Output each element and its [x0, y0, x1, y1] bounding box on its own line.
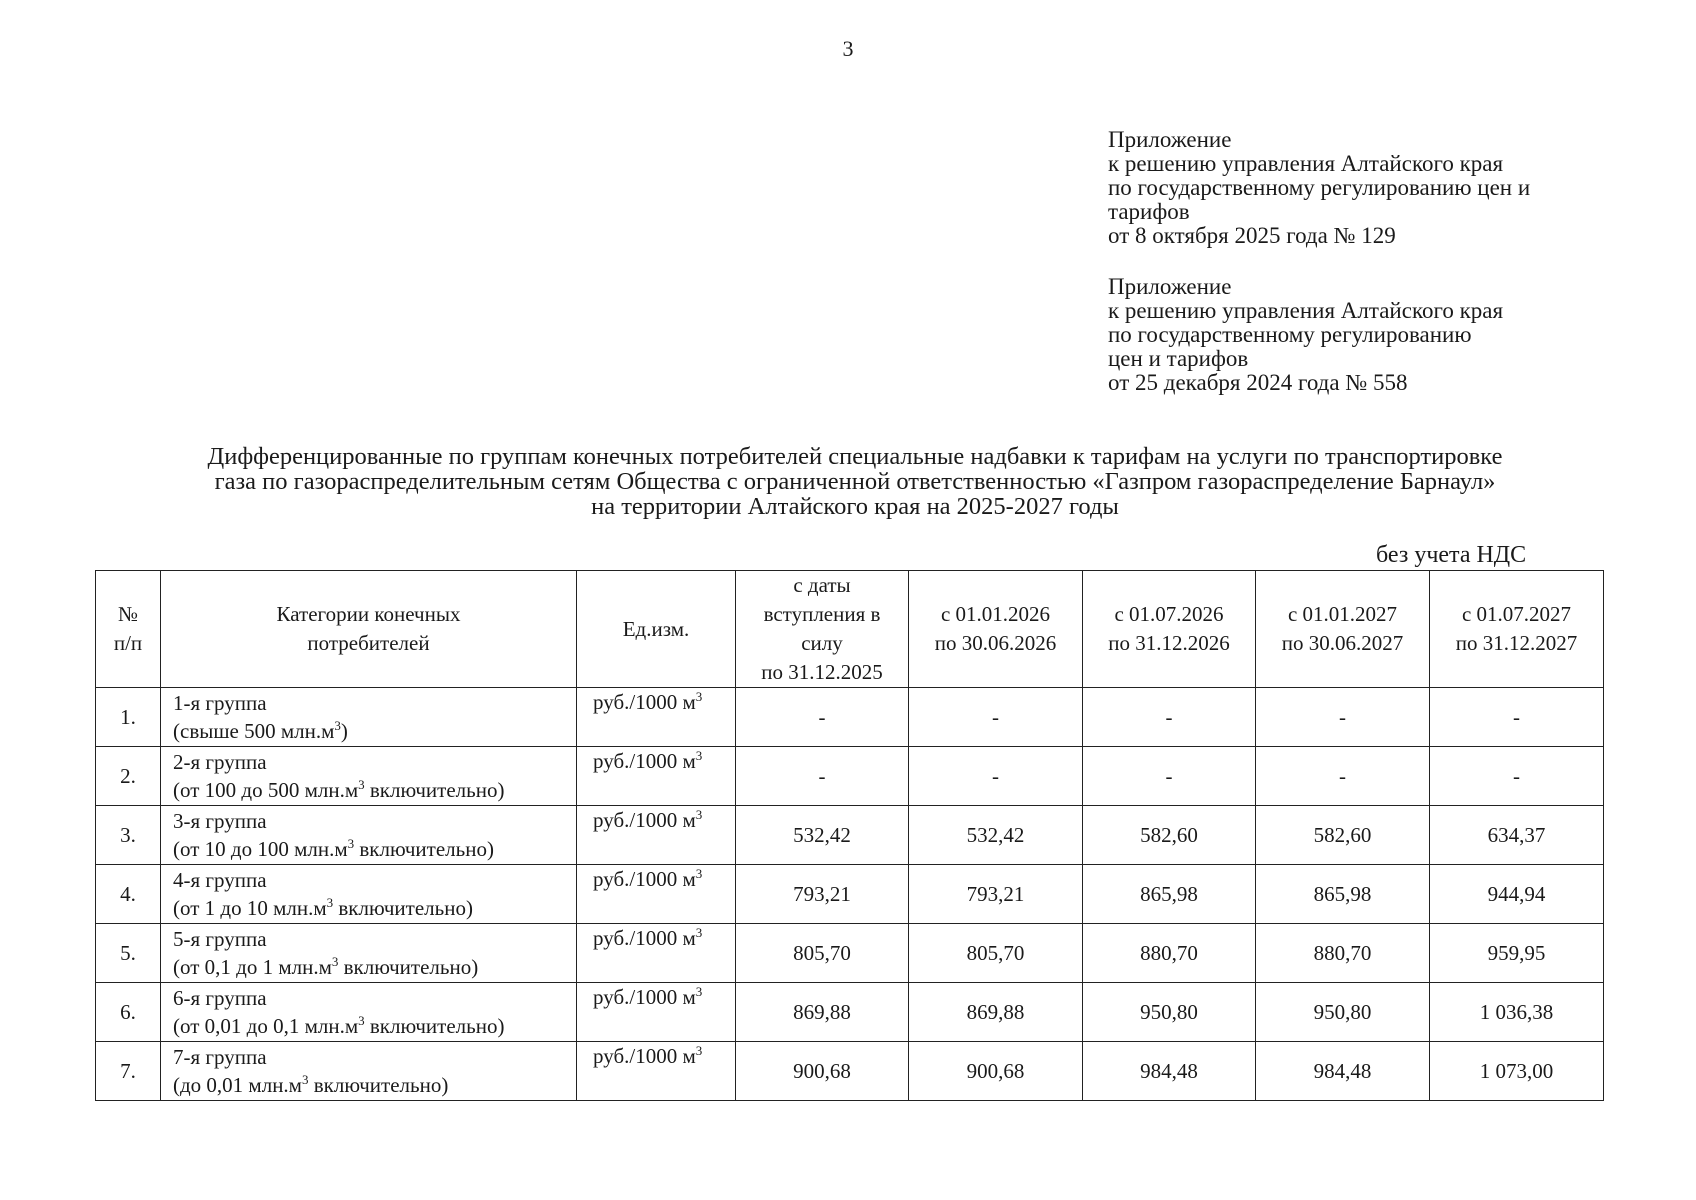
appendix-line: от 8 октября 2025 года № 129 — [1108, 223, 1396, 248]
page-number: 3 — [842, 36, 854, 61]
header-line: по 31.12.2026 — [1108, 631, 1230, 655]
value-cell: 805,70 — [909, 924, 1083, 983]
header-category — [161, 571, 577, 688]
value-cell: 865,98 — [1083, 865, 1256, 924]
group-range: (от 0,01 до 0,1 $млн.м^3$ включительно) — [173, 1013, 505, 1038]
row-unit: руб./1000 $м^3$ — [577, 806, 736, 865]
group-range: (от 100 до 500 $млн.м^3$ включительно) — [173, 777, 505, 802]
vat-note: без учета НДС — [1376, 542, 1527, 568]
header-number — [96, 571, 161, 688]
table-header-row — [96, 571, 1604, 688]
row-category — [161, 688, 577, 747]
row-unit: руб./1000 $м^3$ — [577, 747, 736, 806]
title-line: на территории Алтайского края на 2025-2027 годы — [591, 493, 1119, 520]
appendix-line: к решению управления Алтайского края — [1108, 151, 1504, 176]
value-cell: - — [736, 688, 909, 747]
row-unit: руб./1000 $м^3$ — [577, 983, 736, 1042]
header-line: по 30.06.2027 — [1281, 631, 1404, 655]
header-line: силу — [801, 631, 843, 655]
row-category — [161, 924, 577, 983]
header-line: Категории конечных — [276, 602, 461, 626]
tariff-table — [95, 570, 1604, 1101]
header-line: по 30.06.2026 — [934, 631, 1057, 655]
group-range: (от 10 до 100 $млн.м^3$ включительно) — [173, 836, 494, 861]
value-cell: 950,80 — [1256, 983, 1430, 1042]
value-cell: 1 073,00 — [1430, 1042, 1604, 1101]
appendix-line: по государственному регулированию — [1108, 322, 1472, 347]
value-cell: 869,88 — [909, 983, 1083, 1042]
group-name: 1-я группа — [173, 691, 267, 715]
row-number: 7. — [96, 1042, 161, 1101]
table-row — [96, 983, 1604, 1042]
value-cell: 1 036,38 — [1430, 983, 1604, 1042]
value-cell: 984,48 — [1256, 1042, 1430, 1101]
document-title — [60, 444, 1650, 519]
value-cell: - — [1083, 747, 1256, 806]
row-category — [161, 747, 577, 806]
value-cell: 950,80 — [1083, 983, 1256, 1042]
row-unit: руб./1000 $м^3$ — [577, 865, 736, 924]
group-range: (до 0,01 $млн.м^3$ включительно) — [173, 1072, 449, 1097]
row-category — [161, 983, 577, 1042]
header-line: потребителей — [307, 631, 430, 655]
header-period-1 — [736, 571, 909, 688]
row-unit: руб./1000 $м^3$ — [577, 688, 736, 747]
value-cell: 865,98 — [1256, 865, 1430, 924]
value-cell: 880,70 — [1083, 924, 1256, 983]
header-period-3 — [1083, 571, 1256, 688]
row-category — [161, 806, 577, 865]
value-cell: 984,48 — [1083, 1042, 1256, 1101]
group-range: (от 1 до 10 $млн.м^3$ включительно) — [173, 895, 473, 920]
value-cell: - — [1430, 747, 1604, 806]
value-cell: 900,68 — [736, 1042, 909, 1101]
title-line: Дифференцированные по группам конечных потребителей специальные надбавки к тарифам на услуги по транспортировке — [207, 443, 1503, 470]
appendix-note-previous — [1108, 275, 1628, 395]
group-range: (свыше 500 $млн.м^3$) — [173, 718, 348, 743]
appendix-line: от 25 декабря 2024 года № 558 — [1108, 370, 1408, 395]
row-unit: руб./1000 $м^3$ — [577, 1042, 736, 1101]
title-line: газа по газораспределительным сетям Общества с ограниченной ответственностью «Газпром газораспределение Барнаул» — [214, 468, 1496, 495]
table-row — [96, 1042, 1604, 1101]
header-line: № — [117, 602, 139, 626]
value-cell: 634,37 — [1430, 806, 1604, 865]
row-number: 3. — [96, 806, 161, 865]
header-line: с 01.01.2027 — [1287, 602, 1398, 626]
group-name: 5-я группа — [173, 927, 267, 951]
header-line: с 01.07.2026 — [1114, 602, 1224, 626]
header-period-5 — [1430, 571, 1604, 688]
value-cell: 532,42 — [909, 806, 1083, 865]
value-cell: - — [1083, 688, 1256, 747]
appendix-line: цен и тарифов — [1108, 346, 1249, 371]
group-range: (от 0,1 до 1 $млн.м^3$ включительно) — [173, 954, 479, 979]
value-cell: 582,60 — [1256, 806, 1430, 865]
header-line: с 01.01.2026 — [940, 602, 1051, 626]
value-cell: - — [1256, 688, 1430, 747]
row-unit: руб./1000 $м^3$ — [577, 924, 736, 983]
value-cell: 944,94 — [1430, 865, 1604, 924]
group-name: 7-я группа — [173, 1045, 267, 1069]
row-number: 4. — [96, 865, 161, 924]
table-row — [96, 688, 1604, 747]
group-name: 4-я группа — [173, 868, 267, 892]
row-number: 5. — [96, 924, 161, 983]
value-cell: 793,21 — [909, 865, 1083, 924]
appendix-line: Приложение — [1108, 274, 1232, 299]
value-cell: 900,68 — [909, 1042, 1083, 1101]
group-name: 2-я группа — [173, 750, 267, 774]
header-line: вступления в — [763, 602, 881, 626]
value-cell: 880,70 — [1256, 924, 1430, 983]
value-cell: 869,88 — [736, 983, 909, 1042]
appendix-note-current — [1108, 128, 1628, 248]
value-cell: - — [1430, 688, 1604, 747]
table-row — [96, 865, 1604, 924]
header-unit: Ед.изм. — [577, 571, 736, 688]
value-cell: - — [909, 747, 1083, 806]
header-line: по 31.12.2027 — [1455, 631, 1578, 655]
row-number: 1. — [96, 688, 161, 747]
group-name: 6-я группа — [173, 986, 267, 1010]
value-cell: 582,60 — [1083, 806, 1256, 865]
header-period-2 — [909, 571, 1083, 688]
table-row — [96, 924, 1604, 983]
header-line: с 01.07.2027 — [1461, 602, 1572, 626]
row-category — [161, 1042, 577, 1101]
header-line: по 31.12.2025 — [761, 660, 883, 684]
row-category — [161, 865, 577, 924]
appendix-line: по государственному регулированию цен и — [1108, 175, 1531, 200]
table-row — [96, 747, 1604, 806]
header-line: с даты — [793, 573, 851, 597]
table-row — [96, 806, 1604, 865]
row-number: 2. — [96, 747, 161, 806]
appendix-line: Приложение — [1108, 127, 1232, 152]
value-cell: 532,42 — [736, 806, 909, 865]
value-cell: - — [1256, 747, 1430, 806]
value-cell: - — [909, 688, 1083, 747]
value-cell: 805,70 — [736, 924, 909, 983]
appendix-line: тарифов — [1108, 199, 1190, 224]
row-number: 6. — [96, 983, 161, 1042]
group-name: 3-я группа — [173, 809, 267, 833]
value-cell: 959,95 — [1430, 924, 1604, 983]
header-line: п/п — [113, 631, 143, 655]
appendix-line: к решению управления Алтайского края — [1108, 298, 1504, 323]
value-cell: 793,21 — [736, 865, 909, 924]
header-period-4 — [1256, 571, 1430, 688]
value-cell: - — [736, 747, 909, 806]
